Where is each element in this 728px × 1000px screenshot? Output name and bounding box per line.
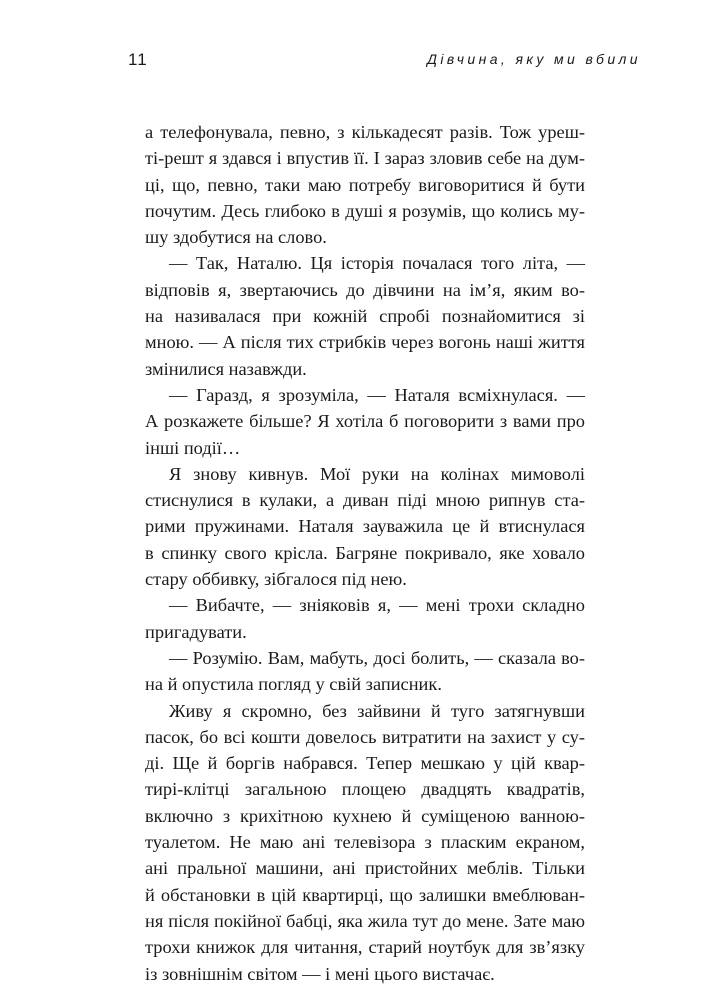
text-line: в спинку свого крісла. Багряне покривало, яке ховало [145, 542, 585, 563]
text-line: на й опустила погляд у свій записник. [145, 674, 442, 695]
text-line: — Гаразд, я зрозуміла, — Наталя всміхнулася. — [169, 384, 585, 405]
text-line: мною. — А після тих стрибків через вогонь наші життя [145, 332, 585, 353]
text-line: Я знову кивнув. Мої руки на колінах мимоволі [169, 463, 585, 484]
text-line: змінилися назавжди. [145, 358, 307, 379]
text-line: а телефонувала, певно, з кількадесят разів. Тож уреш- [145, 122, 585, 142]
text-line: й обстановки в цій квартирці, що залишки вмеблюван- [145, 884, 585, 905]
text-line: тирі-клітці загальною площею двадцять квадратів, [145, 779, 585, 800]
text-line: стару оббивку, зібгалося під нею. [145, 569, 407, 590]
text-line: пасок, бо всі кошти довелось витратити на захист у су- [145, 726, 585, 747]
text-line: ці, що, певно, таки маю потребу виговоритися й бути [145, 174, 585, 195]
text-line: стиснулися в кулаки, а диван піді мною рипнув ста- [145, 490, 585, 511]
text-line: Живу я скромно, без зайвини й туго затягнувши [169, 700, 585, 721]
text-line: на називалася при кожній спробі познайомитися зі [145, 306, 585, 327]
running-title: Дівчина, яку ми вбили [427, 51, 641, 67]
text-line: пригадувати. [145, 621, 247, 642]
text-line: інші події… [145, 437, 241, 458]
text-line: ті-решт я здався і впустив її. І зараз зловив себе на дум- [145, 148, 585, 169]
text-line: ня після покійної бабці, яка жила тут до мене. Зате маю [145, 910, 585, 931]
text-line: почутим. Десь глибоко в душі я розумів, що колись му- [145, 200, 585, 221]
text-line: — Так, Наталю. Ця історія почалася того літа, — [169, 253, 585, 274]
body-text [145, 119, 585, 987]
page-number: 11 [128, 50, 148, 69]
text-line: відповів я, звертаючись до дівчини на ім’я, яким во- [145, 279, 585, 300]
text-line: трохи книжок для читання, старий ноутбук для зв’язку [145, 937, 585, 958]
text-line: А розкажете більше? Я хотіла б поговорити з вами про [145, 411, 585, 432]
text-line: із зовнішнім світом — і мені цього вистачає. [145, 963, 495, 984]
text-line: — Розумію. Вам, мабуть, досі болить, — сказала во- [169, 647, 585, 668]
text-line: туалетом. Не маю ані телевізора з пласким екраном, [145, 832, 585, 853]
text-line: рими пружинами. Наталя зауважила це й втиснулася [145, 516, 585, 537]
text-line: ді. Ще й боргів набрався. Тепер мешкаю у цій квар- [145, 753, 585, 774]
text-line: шу здобутися на слово. [145, 227, 327, 248]
text-line: включно з крихітною кухнею й суміщеною ванною- [145, 805, 585, 826]
text-line: — Вибачте, — зніяковів я, — мені трохи складно [169, 595, 585, 616]
text-line: ані пральної машини, ані пристойних меблів. Тільки [145, 858, 585, 879]
